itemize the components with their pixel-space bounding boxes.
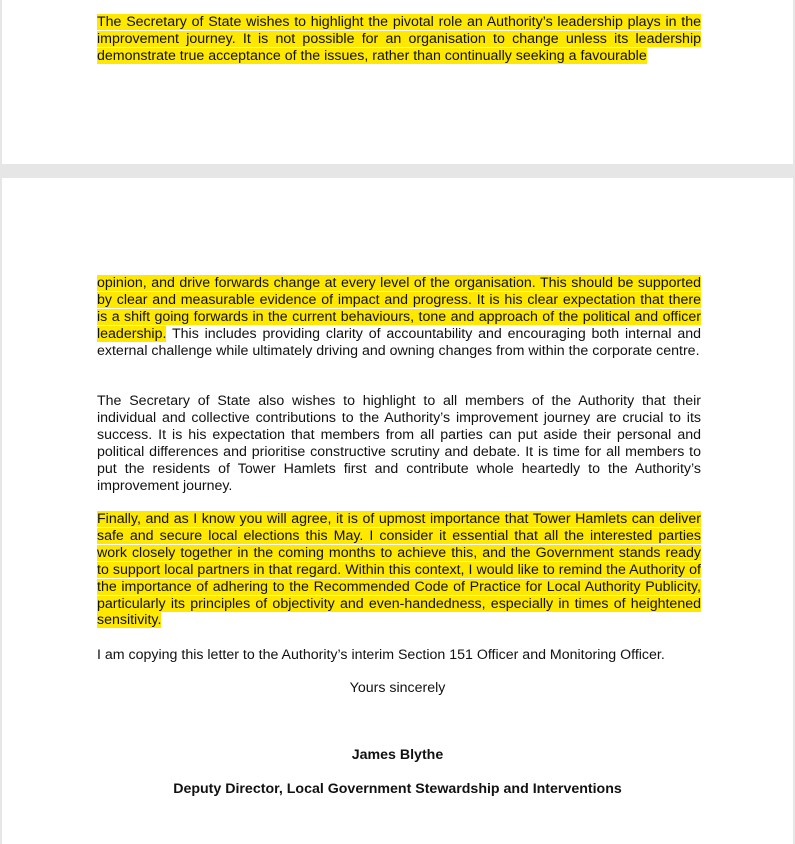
paragraph-elections: [97, 511, 701, 629]
paragraph-leadership-start: [97, 14, 701, 65]
highlighted-text: The Secretary of State wishes to highlight the pivotal role an Authority’s leadership plays in the improvement journey. It is not possible for an organisation to change unless its leadership demonstrate true acceptance of the issues, rather than continually seeking a favourable: [97, 14, 701, 64]
paragraph-members: The Secretary of State also wishes to highlight to all members of the Authority that their individual and collective contributions to the Authority’s improvement journey are crucial to its success. It is his expectation that members from all parties can put aside their personal and political differences and prioritise constructive scrutiny and debate. It is time for all members to put the residents of Tower Hamlets first and contribute whole heartedly to the Authority’s improvement journey.: [97, 393, 701, 494]
highlighted-text: Finally, and as I know you will agree, it is of upmost importance that Tower Hamlets can deliver safe and secure local elections this May. I consider it essential that all the interested parties work closely together in the coming months to achieve this, and the Government stands ready to support local partners in that regard. Within this context, I would like to remind the Authority of the importance of adhering to the Recommended Code of Practice for Local Authority Publicity, particularly its principles of objectivity and even-handedness, especially in times of heightened sensitivity.: [97, 511, 701, 629]
paragraph-leadership-continued: [97, 275, 701, 360]
closing-salutation: Yours sincerely: [349, 680, 446, 696]
paragraph-text: This includes providing clarity of accountability and encouraging both internal and external challenge while ultimately driving and owning changes from within the corporate centre.: [97, 325, 701, 359]
document-page-1: [2, 0, 793, 164]
highlighted-text: opinion, and drive forwards change at every level of the organisation. This should be supported by clear and measurable evidence of impact and progress. It is his clear expectation that there is a shift going forwards in the current behaviours, tone and approach of the political and officer leadership.: [97, 275, 701, 342]
document-page-2: [2, 178, 793, 844]
signatory-title: Deputy Director, Local Government Stewardship and Interventions: [173, 781, 622, 797]
paragraph-copying: I am copying this letter to the Authority’s interim Section 151 Officer and Monitoring Officer.: [97, 647, 665, 663]
signatory-name: James Blythe: [351, 747, 444, 763]
